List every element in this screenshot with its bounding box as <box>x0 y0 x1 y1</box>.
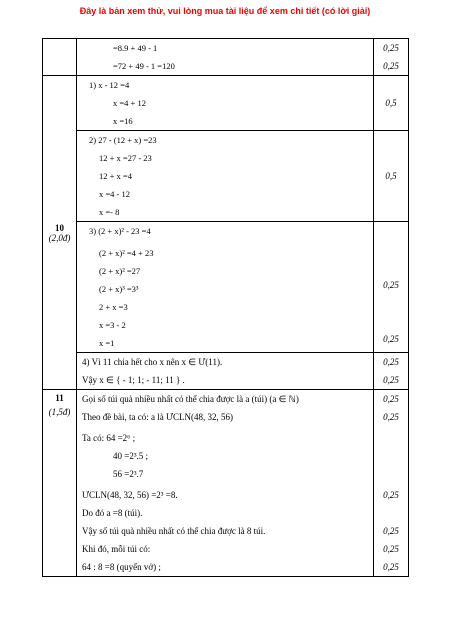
solution-line: 2) 27 - (12 + x) =23 <box>89 135 157 145</box>
solution-line: x =3 - 2 <box>99 320 126 330</box>
table-row <box>43 131 409 222</box>
solution-line: 56 =2³.7 <box>113 469 144 479</box>
solution-line: ƯCLN(48, 32, 56) =2³ =8. <box>82 490 178 500</box>
score-cell <box>374 76 409 131</box>
table-row <box>43 353 409 390</box>
table-row <box>43 222 409 353</box>
solution-line: 12 + x =27 - 23 <box>99 153 152 163</box>
solution-line: Vậy x ∈ { - 1; 1; - 11; 11 } . <box>82 375 185 385</box>
score-value: 0,25 <box>383 280 399 290</box>
score-cell <box>374 390 409 577</box>
solution-cell <box>77 131 374 222</box>
table-row <box>43 76 409 131</box>
score-value: 0,25 <box>383 375 399 385</box>
solution-line: Khi đó, mỗi túi có: <box>82 544 151 554</box>
score-value: 0,25 <box>383 490 399 500</box>
score-cell <box>374 353 409 390</box>
table-row <box>43 390 409 577</box>
question-points: (1,5đ) <box>48 407 71 417</box>
solution-line: 64 : 8 =8 (quyển vở) ; <box>82 562 161 572</box>
score-cell <box>374 222 409 353</box>
solution-line: x =- 8 <box>99 207 120 217</box>
solution-cell <box>77 390 374 577</box>
question-cell <box>43 39 77 76</box>
score-value: 0,25 <box>383 61 399 71</box>
solution-line: 40 =2³.5 ; <box>113 451 149 461</box>
score-value: 0,5 <box>385 171 397 181</box>
score-value: 0,25 <box>383 357 399 367</box>
solution-cell <box>77 39 374 76</box>
solution-line: x =1 <box>99 338 115 348</box>
solution-line: Ta có: 64 =2⁶ ; <box>82 433 136 443</box>
solution-line: 2 + x =3 <box>99 302 128 312</box>
solution-line: 1) x - 12 =4 <box>89 80 130 90</box>
solution-line: =72 + 49 - 1 =120 <box>113 61 175 71</box>
solution-line: =8.9 + 49 - 1 <box>113 43 158 53</box>
score-value: 0,25 <box>383 334 399 344</box>
question-number: 11 <box>55 393 64 403</box>
score-value: 0,25 <box>383 562 399 572</box>
solution-line: x =4 - 12 <box>99 189 130 199</box>
solution-cell <box>77 222 374 353</box>
question-cell <box>43 390 77 577</box>
solution-line: Gọi số túi quà nhiều nhất có thể chia được là a (túi) (a ∈ ℕ) <box>82 394 299 404</box>
solution-line: 12 + x =4 <box>99 171 132 181</box>
solution-line: (2 + x)² =4 + 23 <box>99 248 154 258</box>
score-value: 0,25 <box>383 526 399 536</box>
question-number: 10 <box>55 222 64 233</box>
question-points: (2,0đ) <box>48 232 71 243</box>
question-cell <box>43 76 77 390</box>
solution-line: x =4 + 12 <box>113 98 146 108</box>
score-value: 0,25 <box>383 544 399 554</box>
preview-banner: Đây là bản xem thử, vui lòng mua tài liệu để xem chi tiết (có lời giải) <box>79 6 371 16</box>
solution-line: (2 + x)³ =3³ <box>99 284 139 294</box>
solution-line: 4) Vì 11 chia hết cho x nên x ∈ Ư(11). <box>82 357 223 367</box>
score-value: 0,5 <box>385 98 397 108</box>
solution-line: x =16 <box>113 116 133 126</box>
score-cell <box>374 39 409 76</box>
solution-line: Do đó a =8 (túi). <box>82 508 143 518</box>
score-value: 0,25 <box>383 412 399 422</box>
solution-line: Theo đề bài, ta có: a là ƯCLN(48, 32, 56) <box>82 412 233 422</box>
solution-line: Vậy số túi quà nhiều nhất có thể chia được là 8 túi. <box>82 526 266 536</box>
solution-line: (2 + x)² =27 <box>99 266 141 276</box>
solution-cell <box>77 76 374 131</box>
score-value: 0,25 <box>383 43 399 53</box>
score-cell <box>374 131 409 222</box>
solution-line: 3) (2 + x)² - 23 =4 <box>89 226 151 236</box>
solution-cell <box>77 353 374 390</box>
score-value: 0,25 <box>383 394 399 404</box>
table-row <box>43 39 409 76</box>
answer-table <box>42 38 409 577</box>
